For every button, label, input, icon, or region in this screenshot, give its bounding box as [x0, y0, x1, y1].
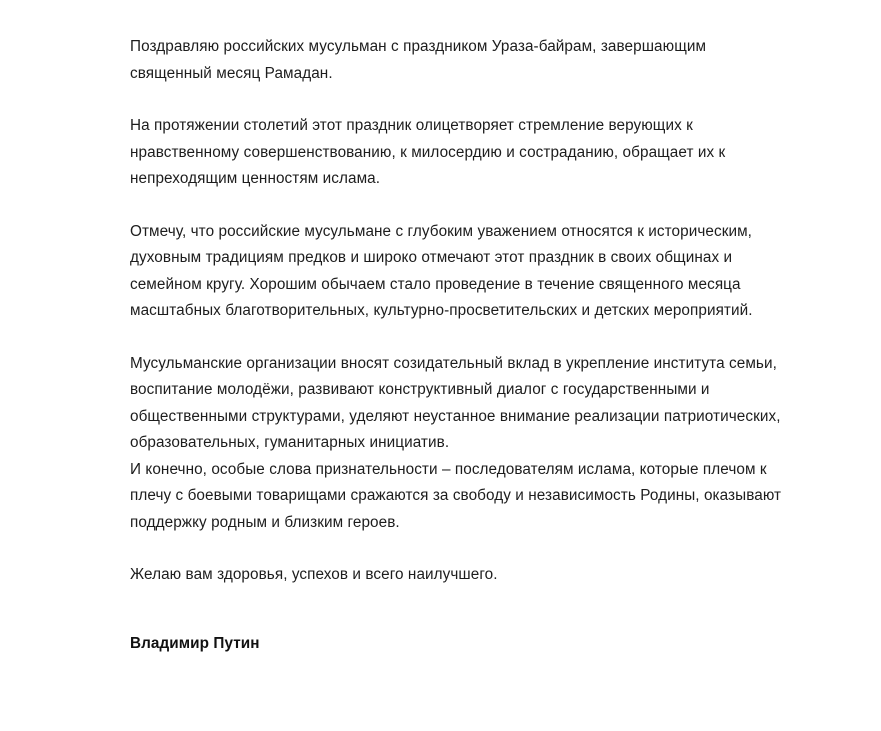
- paragraph-4: Мусульманские организации вносят созидательный вклад в укрепление института семьи, воспитание молодёжи, развивают конструктивный диалог с государственными и общественными структурами, уделяют неустанное внимание реализации патриотических, образовательных, гуманитарных инициатив.: [130, 354, 781, 451]
- signature-spacer: [130, 615, 790, 631]
- paragraph-6: Желаю вам здоровья, успехов и всего наилучшего.: [130, 566, 498, 583]
- signature: Владимир Путин: [130, 634, 260, 652]
- document-body: [130, 34, 790, 657]
- paragraph-2: На протяжении столетий этот праздник олицетворяет стремление верующих к нравственному совершенствованию, к милосердию и состраданию, обращает их к непреходящим ценностям ислама.: [130, 117, 726, 187]
- paragraph-5: И конечно, особые слова признательности – последователям ислама, которые плечом к плечу с боевыми товарищами сражаются за свободу и независимость Родины, оказывают поддержку родным и близким героев.: [130, 460, 782, 531]
- paragraph-1: Поздравляю российских мусульман с праздником Ураза-байрам, завершающим священный месяц Рамадан.: [130, 38, 707, 82]
- paragraph-3: Отмечу, что российские мусульмане с глубоким уважением относятся к историческим, духовным традициям предков и широко отмечают этот праздник в своих общинах и семейном кругу. Хорошим обычаем стало проведение в течение священного месяца масштабных благотворительных, культурно-просветительских и детских мероприятий.: [130, 222, 753, 319]
